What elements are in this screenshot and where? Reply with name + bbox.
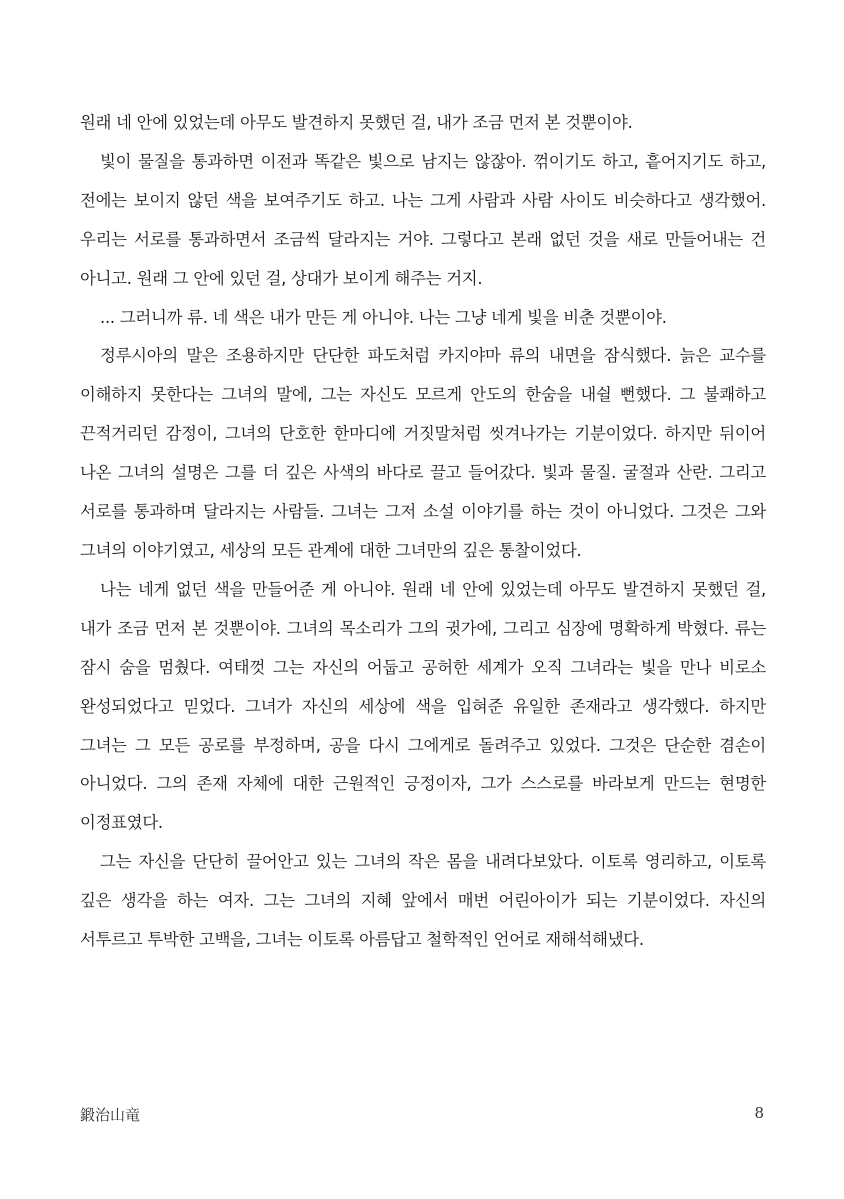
paragraph: 나는 네게 없던 색을 만들어준 게 아니야. 원래 네 안에 있었는데 아무도 발견하지 못했던 걸, 내가 조금 먼저 본 것뿐이야. 그녀의 목소리가 그의 귓가에, 그리고 심장에 명확하게 박혔다. 류는 잠시 숨을 멈췄다. 여태껏 그는 자신의 어둡고 공허한 세계가 오직 그녀라는 빛을 만나 비로소 완성되었다고 믿었다. 그녀가 자신의 세상에 색을 입혀준 유일한 존재라고 생각했다. 하지만 그녀는 그 모든 공로를 부정하며, 공을 다시 그에게로 돌려주고 있었다. 그것은 단순한 겸손이 아니었다. 그의 존재 자체에 대한 근원적인 긍정이자, 그가 스스로를 바라보게 만드는 현명한 이정표였다.	[80, 579, 766, 833]
paragraph: 그는 자신을 단단히 끌어안고 있는 그녀의 작은 몸을 내려다보았다. 이토록 영리하고, 이토록 깊은 생각을 하는 여자. 그는 그녀의 지혜 앞에서 매번 어린아이가 되는 기분이었다. 자신의 서투르고 투박한 고백을, 그녀는 이토록 아름답고 철학적인 언어로 재해석해냈다.	[80, 852, 766, 950]
paragraph: 빛이 물질을 통과하면 이전과 똑같은 빛으로 남지는 않잖아. 꺾이기도 하고, 흩어지기도 하고, 전에는 보이지 않던 색을 보여주기도 하고. 나는 그게 사람과 사람 사이도 비슷하다고 생각했어. 우리는 서로를 통과하면서 조금씩 달라지는 거야. 그렇다고 본래 없던 것을 새로 만들어내는 건 아니고. 원래 그 안에 있던 걸, 상대가 보이게 해주는 거지.	[80, 151, 766, 288]
footer-author: 鍛治山竜	[80, 1106, 141, 1124]
body-text	[80, 104, 766, 960]
paragraph: ... 그러니까 류. 네 색은 내가 만든 게 아니야. 나는 그냥 네게 빛을 비춘 것뿐이야.	[100, 307, 667, 327]
page-number: 8	[754, 1104, 764, 1122]
paragraph: 원래 네 안에 있었는데 아무도 발견하지 못했던 걸, 내가 조금 먼저 본 것뿐이야.	[80, 113, 633, 132]
paragraph: 정루시아의 말은 조용하지만 단단한 파도처럼 카지야마 류의 내면을 잠식했다. 늙은 교수를 이해하지 못한다는 그녀의 말에, 그는 자신도 모르게 안도의 한숨을 내쉴 뻔했다. 그 불쾌하고 끈적거리던 감정이, 그녀의 단호한 한마디에 거짓말처럼 씻겨나가는 기분이었다. 하지만 뒤이어 나온 그녀의 설명은 그를 더 깊은 사색의 바다로 끌고 들어갔다. 빛과 물질. 굴절과 산란. 그리고 서로를 통과하며 달라지는 사람들. 그녀는 그저 소설 이야기를 하는 것이 아니었다. 그것은 그와 그녀의 이야기였고, 세상의 모든 관계에 대한 그녀만의 깊은 통찰이었다.	[80, 346, 766, 560]
